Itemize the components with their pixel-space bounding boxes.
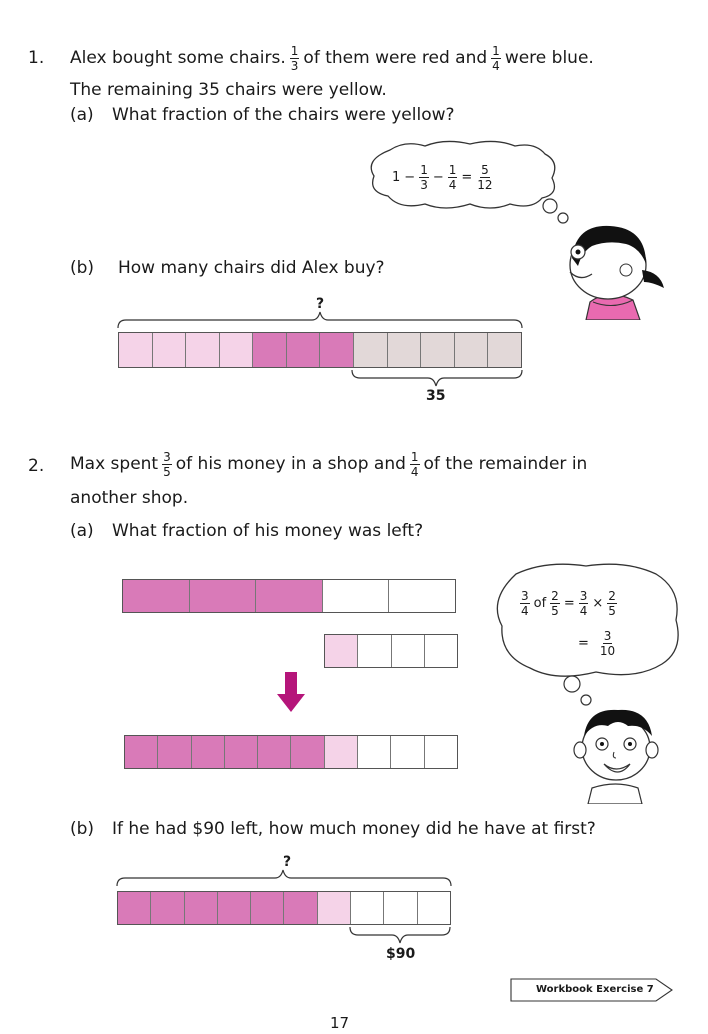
q2-bar-whole (122, 579, 456, 613)
q1-bar-question: ? (316, 296, 325, 312)
q2-bar-label: $90 (386, 946, 416, 962)
bar-cell (256, 580, 323, 612)
bar-cell (418, 892, 450, 924)
bar-cell (389, 580, 455, 612)
q1-a-text: What fraction of the chairs were yellow? (112, 105, 455, 125)
q2-bar-final (117, 891, 451, 925)
bar-cell (158, 736, 191, 768)
q2-line1-part2: of his money in a shop and (175, 454, 406, 474)
bar-cell (253, 333, 287, 367)
bar-cell (118, 892, 151, 924)
q2-bottom-brace (348, 925, 454, 945)
bar-cell (384, 892, 417, 924)
q2-bar-tenths (124, 735, 458, 769)
q1-line1-part1: Alex bought some chairs. (70, 48, 286, 68)
q1-frac-blue: $\frac{1}{4}$ (492, 43, 500, 73)
bar-cell (186, 333, 220, 367)
bar-cell (488, 333, 521, 367)
bar-cell (225, 736, 258, 768)
q2-frac-rem: $\frac{1}{4}$ (410, 449, 419, 479)
q2-line1 (70, 444, 587, 484)
bar-cell (351, 892, 384, 924)
q1-b-text: How many chairs did Alex buy? (118, 258, 385, 278)
bar-cell (251, 892, 284, 924)
bar-cell (320, 333, 354, 367)
q2-a-label: (a) (70, 521, 94, 541)
q1-frac-red: $\frac{1}{3}$ (290, 43, 299, 73)
q2-b-text: If he had $90 left, how much money did he have at first? (112, 819, 596, 839)
q2-bar-question: ? (283, 854, 292, 870)
q1-bar-model (118, 332, 522, 368)
q2-top-brace (115, 868, 455, 888)
q1-line1-part3: were blue. (504, 48, 594, 68)
bar-cell (388, 333, 422, 367)
q2-line2: another shop. (70, 488, 189, 508)
q2-number: 2. (28, 456, 45, 476)
bar-cell (185, 892, 218, 924)
q2-bubble-math-line1: $\frac{3}{4}$ of $\frac{2}{5}$ = $\frac{3}{4}$ × $\frac{2}{5}$ (521, 589, 616, 618)
q2-b-label: (b) (70, 819, 95, 839)
bar-cell (220, 333, 254, 367)
bar-cell (153, 333, 187, 367)
bar-cell (284, 892, 317, 924)
bar-cell (151, 892, 184, 924)
bar-cell (125, 736, 158, 768)
q2-frac-spent: $\frac{3}{5}$ (163, 449, 171, 479)
bar-cell (354, 333, 388, 367)
down-arrow-icon (276, 670, 306, 714)
bar-cell (258, 736, 291, 768)
bar-cell (325, 736, 358, 768)
boy-illustration (568, 700, 668, 804)
bar-cell (455, 333, 489, 367)
bar-cell (391, 736, 424, 768)
bar-cell (287, 333, 321, 367)
bar-cell (358, 736, 391, 768)
q2-bubble-math-line2: = $\frac{3}{10}$ (578, 629, 616, 658)
bar-cell (392, 635, 425, 667)
q2-bar-remainder (324, 634, 458, 668)
q1-b-label: (b) (70, 258, 95, 278)
bar-cell (425, 736, 457, 768)
bar-cell (325, 635, 358, 667)
q1-number: 1. (28, 48, 45, 68)
bar-cell (323, 580, 390, 612)
bar-cell (291, 736, 324, 768)
q2-a-text: What fraction of his money was left? (112, 521, 424, 541)
bar-cell (318, 892, 351, 924)
q1-bubble-math: 1 − $\frac{1}{3}$ − $\frac{1}{4}$ = $\frac{5}{12}$ (392, 163, 493, 192)
q1-bar-label: 35 (426, 388, 446, 404)
bar-cell (192, 736, 225, 768)
bar-cell (119, 333, 153, 367)
bar-cell (425, 635, 457, 667)
bar-cell (358, 635, 391, 667)
q1-top-brace (116, 310, 526, 330)
bar-cell (218, 892, 251, 924)
q2-line1-part3: of the remainder in (423, 454, 588, 474)
bar-cell (190, 580, 257, 612)
q1-line1-part2: of them were red and (303, 48, 488, 68)
q1-bottom-brace (350, 368, 524, 388)
girl-illustration (548, 210, 668, 320)
bar-cell (123, 580, 190, 612)
q2-line1-part1: Max spent (70, 454, 159, 474)
page-number: 17 (330, 1014, 350, 1032)
workbook-exercise-label: Workbook Exercise 7 (536, 984, 654, 995)
q1-line2: The remaining 35 chairs were yellow. (70, 80, 387, 100)
q1-line1 (70, 38, 594, 78)
q1-a-label: (a) (70, 105, 94, 125)
bar-cell (421, 333, 455, 367)
